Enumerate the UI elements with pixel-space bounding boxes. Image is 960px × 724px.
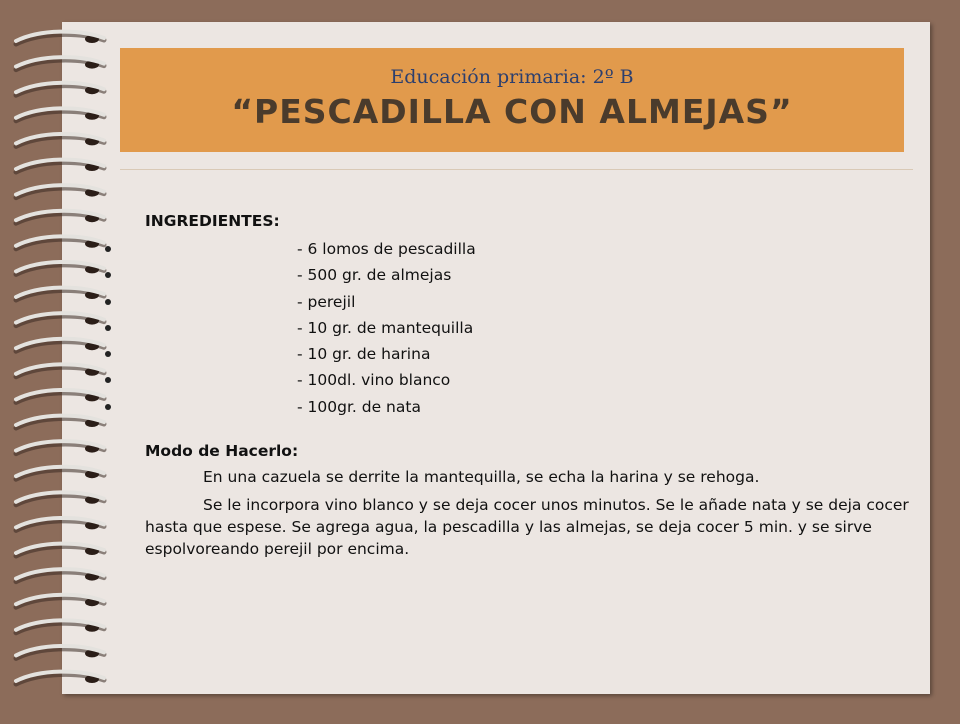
- spiral-ring-icon: [16, 108, 104, 120]
- spiral-ring-icon: [16, 339, 104, 351]
- spiral-ring-icon: [16, 672, 104, 684]
- spiral-ring-icon: [16, 416, 104, 428]
- spiral-ring-icon: [16, 518, 104, 530]
- spiral-ring-icon: [16, 313, 104, 325]
- page-subtitle: Educación primaria: 2º B: [390, 66, 634, 88]
- spiral-ring-icon: [16, 364, 104, 376]
- ingredients-heading: INGREDIENTES:: [145, 212, 280, 230]
- recipe-content: [145, 212, 915, 560]
- spiral-ring-icon: [16, 441, 104, 453]
- divider: [120, 169, 913, 170]
- list-item: [145, 236, 915, 262]
- bullet-icon: [105, 299, 111, 305]
- ingredient-text: - 100gr. de nata: [297, 397, 421, 416]
- spiral-ring-icon: [16, 211, 104, 223]
- spiral-ring-icon: [16, 492, 104, 504]
- spiral-ring-icon: [16, 32, 104, 44]
- list-item: [145, 262, 915, 288]
- list-item: [145, 289, 915, 315]
- spiral-ring-icon: [16, 569, 104, 581]
- bullet-icon: [105, 246, 111, 252]
- spiral-ring-icon: [16, 544, 104, 556]
- spiral-ring-icon: [16, 57, 104, 69]
- spiral-ring-icon: [16, 262, 104, 274]
- ingredient-text: - perejil: [297, 292, 356, 311]
- method-heading: Modo de Hacerlo:: [145, 442, 299, 461]
- list-item: [145, 394, 915, 420]
- spiral-ring-icon: [16, 288, 104, 300]
- spiral-ring-icon: [16, 134, 104, 146]
- spiral-ring-icon: [16, 467, 104, 479]
- page-title: “PESCADILLA CON ALMEJAS”: [231, 92, 793, 131]
- spiral-ring-icon: [16, 595, 104, 607]
- spiral-ring-icon: [16, 160, 104, 172]
- ingredient-text: - 6 lomos de pescadilla: [297, 240, 476, 258]
- spiral-ring-icon: [16, 83, 104, 95]
- spiral-ring-icon: [16, 236, 104, 248]
- bullet-icon: [105, 404, 111, 410]
- ingredient-text: - 10 gr. de harina: [297, 345, 431, 364]
- spiral-rings: [0, 0, 126, 720]
- title-banner: [120, 48, 904, 152]
- spiral-ring-icon: [16, 646, 104, 658]
- spiral-ring-icon: [16, 620, 104, 632]
- spiral-ring-icon: [16, 390, 104, 402]
- ingredient-text: - 10 gr. de mantequilla: [297, 318, 474, 337]
- method-paragraph: En una cazuela se derrite la mantequilla, se echa la harina y se rehoga.: [203, 468, 760, 487]
- list-item: [145, 315, 915, 341]
- ingredients-list: [145, 236, 915, 420]
- method-paragraph: Se le incorpora vino blanco y se deja cocer unos minutos. Se le añade nata y se deja cocer hasta que espese. Se agrega agua, la pescadilla y las almejas, se deja cocer 5 min. y se sirve espolvoreando perejil por encima.: [145, 496, 909, 559]
- spiral-ring-icon: [16, 185, 104, 197]
- ingredient-text: - 500 gr. de almejas: [297, 266, 452, 285]
- list-item: [145, 341, 915, 367]
- ingredient-text: - 100dl. vino blanco: [297, 371, 451, 390]
- bullet-icon: [105, 325, 111, 331]
- spiral-binding: [0, 0, 126, 720]
- list-item: [145, 367, 915, 393]
